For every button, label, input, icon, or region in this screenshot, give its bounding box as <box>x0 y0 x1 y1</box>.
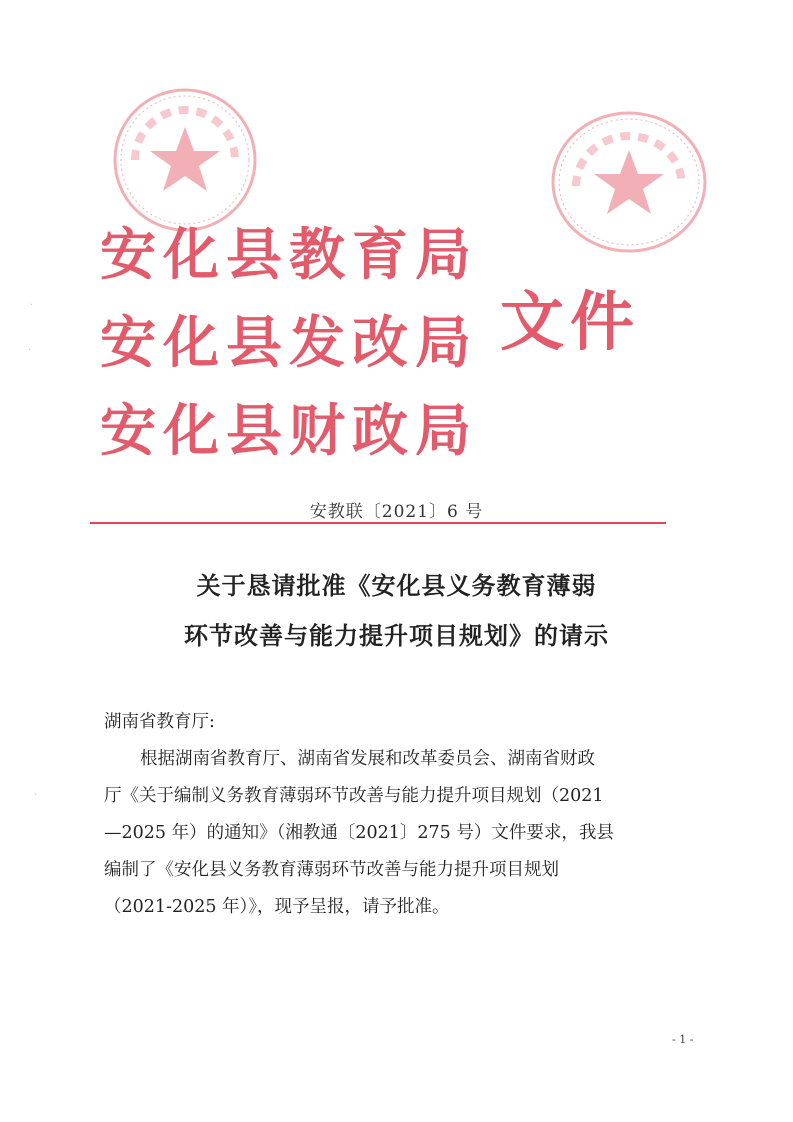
scan-artifact: · <box>28 345 32 356</box>
salutation: 湖南省教育厅: <box>104 712 215 732</box>
official-seal-right <box>548 108 710 256</box>
page-number: - 1 - <box>672 1033 694 1046</box>
issuer-name-finance: 安化县财政局 <box>100 399 478 464</box>
issuer-name-development-reform: 安化县发改局 <box>100 311 478 376</box>
document-type-label: 文件 <box>500 286 640 360</box>
body-line: 厅《关于编制义务教育薄弱环节改善与能力提升项目规划（2021 <box>104 786 604 806</box>
body-line: 编制了《安化县义务教育薄弱环节改善与能力提升项目规划 <box>104 860 559 880</box>
body-line: （2021-2025 年）》，现予呈报，请予批准。 <box>104 897 450 917</box>
issuer-line <box>100 200 478 288</box>
document-body <box>104 704 692 926</box>
scan-artifact: · <box>34 790 38 801</box>
issuing-authorities <box>100 200 640 464</box>
title-line-2: 环节改善与能力提升项目规划》的请示 <box>184 622 609 650</box>
issuer-line <box>100 376 478 464</box>
issuer-line <box>100 288 478 376</box>
document-title <box>0 568 793 668</box>
body-line: 根据湖南省教育厅、湖南省发展和改革委员会、湖南省财政 <box>140 749 595 769</box>
scan-artifact: · <box>30 300 34 311</box>
document-number: 安教联〔2021〕6 号 <box>309 502 484 522</box>
body-line: —2025 年）的通知》（湘教通〔2021〕275 号）文件要求，我县 <box>104 823 614 843</box>
red-divider-line <box>90 522 666 524</box>
title-line-1: 关于恳请批准《安化县义务教育薄弱 <box>196 572 597 600</box>
issuer-name-education: 安化县教育局 <box>100 223 478 288</box>
